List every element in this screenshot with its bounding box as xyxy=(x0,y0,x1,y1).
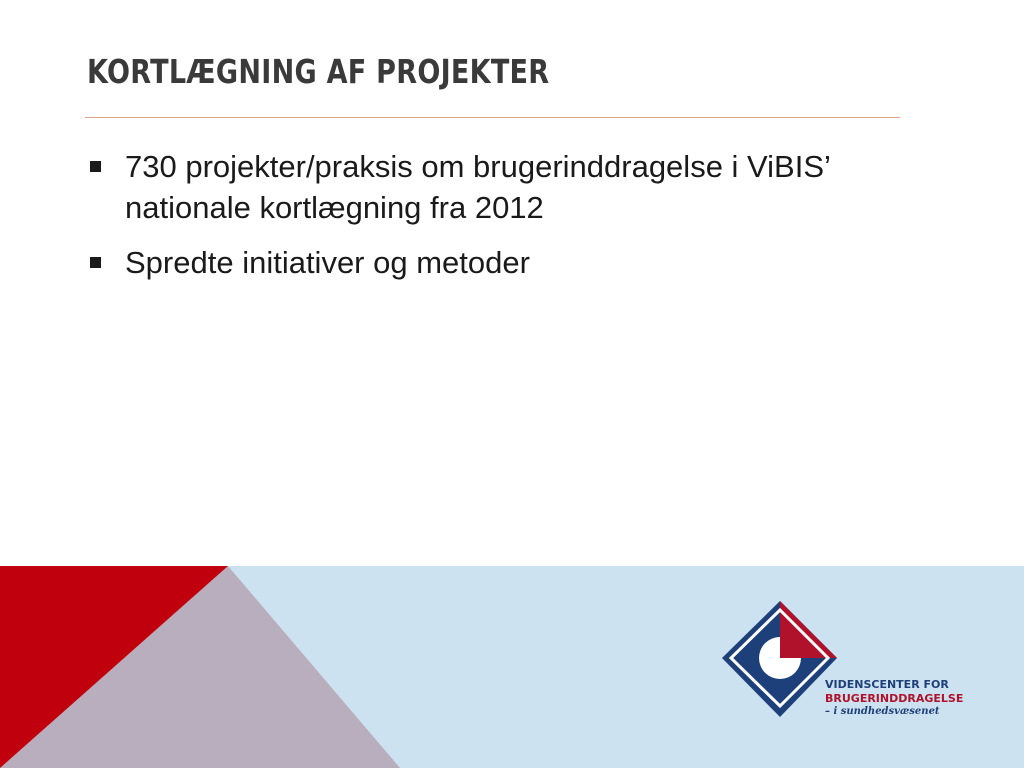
bullet-list xyxy=(88,146,918,297)
bullet-text: Spredte initiativer og metoder xyxy=(125,245,530,280)
logo-text-line2: BRUGERINDDRAGELSE xyxy=(825,692,964,705)
logo-text-line3: – i sundhedsvæsenet xyxy=(825,706,940,717)
bullet-item xyxy=(88,242,918,283)
logo-notch xyxy=(780,637,802,658)
logo-text-line1: VIDENSCENTER FOR xyxy=(825,678,949,691)
vibis-logo xyxy=(720,600,990,720)
square-bullet-icon xyxy=(90,161,101,172)
bullet-text: 730 projekter/praksis om brugerinddragelse i ViBIS’ nationale kortlægning fra 2012 xyxy=(125,149,830,225)
square-bullet-icon xyxy=(90,257,101,268)
slide-title: KORTLÆGNING AF PROJEKTER xyxy=(87,52,550,91)
bullet-item xyxy=(88,146,918,228)
title-divider xyxy=(85,117,900,118)
